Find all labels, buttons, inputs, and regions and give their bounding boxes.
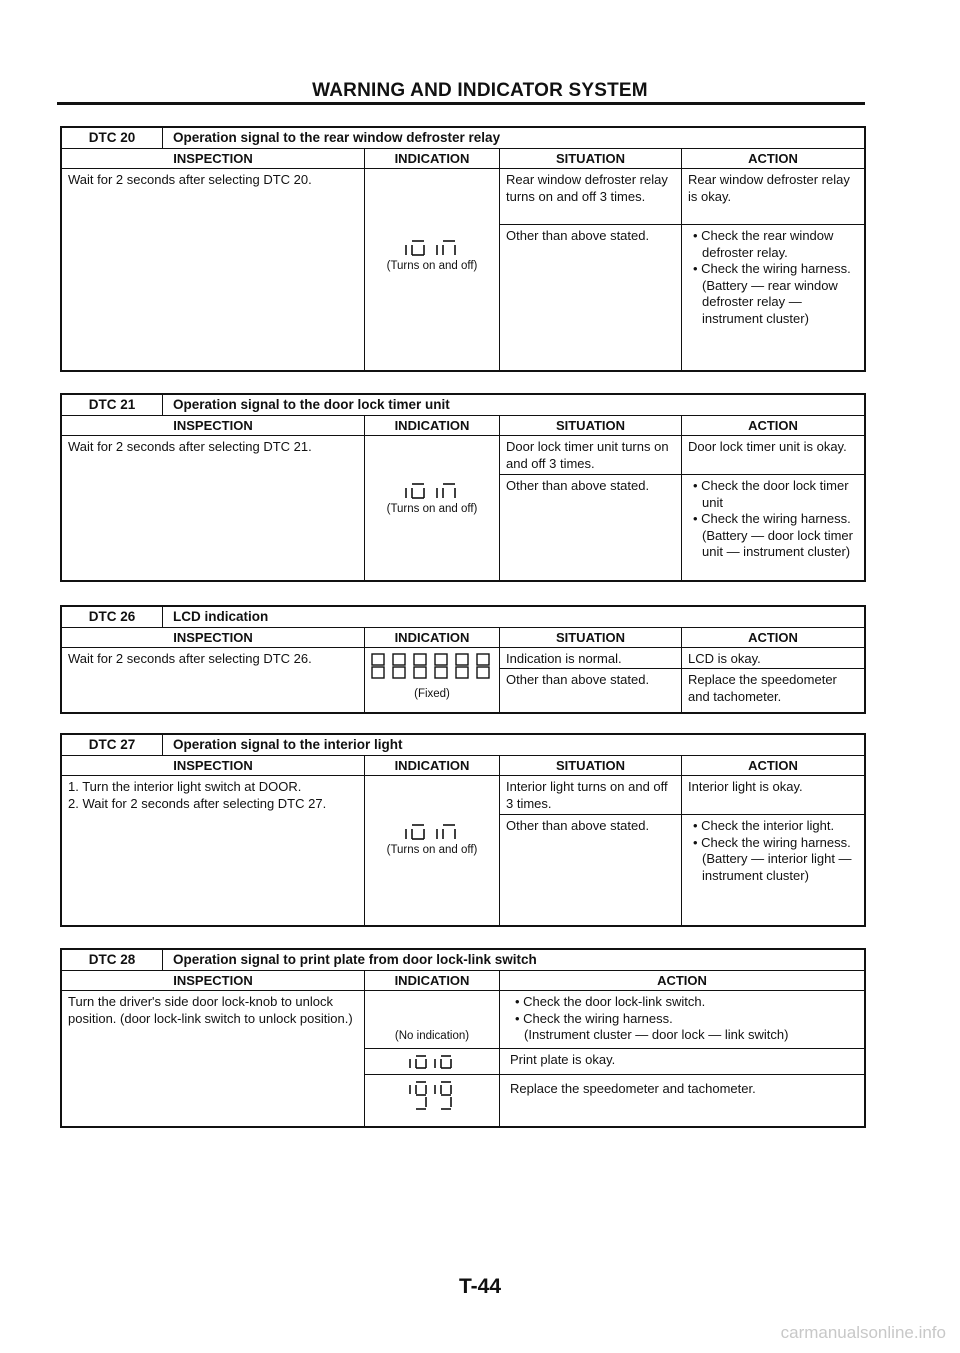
inspection-header: INSPECTION [62,416,365,435]
inspection-header: INSPECTION [62,971,365,990]
dtc26-title: LCD indication [173,609,269,624]
situation-header: SITUATION [500,628,682,647]
indication-header: INDICATION [365,756,500,775]
dtc20-inspection: Wait for 2 seconds after selecting DTC 20. [68,172,312,187]
action-header: ACTION [748,151,798,166]
dtc20-code: DTC 20 [62,128,163,148]
dtc27-indication-note: (Turns on and off) [386,844,478,856]
dtc21-title: Operation signal to the door lock timer unit [173,397,450,412]
dtc26-row2-situation: Other than above stated. [506,672,650,687]
dtc28-row1-indication: (No indication) [365,991,499,1049]
dtc27-row2-action-1: • Check the interior light. [693,818,835,833]
dtc27-inspection-1: 1. Turn the interior light switch at DOOR. [68,779,302,794]
lcd-print-plate-icon [407,1054,457,1070]
dtc27-block [60,733,866,927]
dtc26-row1-action: LCD is okay. [682,648,864,669]
inspection-header: INSPECTION [62,628,365,647]
dtc21-row2-action-1: • Check the door lock timer unit [693,478,849,510]
situation-header: SITUATION [500,756,682,775]
lcd-on-off-icon [402,239,462,257]
dtc21-row1-situation: Door lock timer unit turns on and off 3 times. [500,436,681,475]
dtc26-row2-action: Replace the speedometer and tachometer. [688,672,837,704]
lcd-on-off-icon [402,823,462,841]
dtc20-row2-action-2: • Check the wiring harness. (Battery — rear window defroster relay — instrument cluster) [693,261,851,326]
dtc27-code: DTC 27 [62,735,163,755]
lcd-on-off-icon [402,482,462,500]
dtc28-row1-action-2: • Check the wiring harness. [515,1010,673,1026]
lcd-error-icon [407,1080,457,1112]
dtc28-title: Operation signal to print plate from door lock-link switch [173,952,537,967]
lcd-all-segments-icon [369,651,495,681]
inspection-header: INSPECTION [62,756,365,775]
action-header: ACTION [748,630,798,645]
situation-header: SITUATION [500,149,682,168]
indication-header: INDICATION [365,628,500,647]
action-header: ACTION [748,418,798,433]
dtc20-row1-action: Rear window defroster relay is okay. [682,169,864,225]
action-header: ACTION [657,973,707,988]
dtc27-row1-action: Interior light is okay. [682,776,864,815]
dtc26-code: DTC 26 [62,607,163,627]
dtc27-title: Operation signal to the interior light [173,737,403,752]
dtc21-indication-note: (Turns on and off) [386,503,478,515]
dtc28-row2-action: Print plate is okay. [500,1049,864,1075]
dtc20-row2-action-1: • Check the rear window defroster relay. [693,228,834,260]
dtc27-inspection-2: 2. Wait for 2 seconds after selecting DTC 27. [68,795,327,811]
indication-header: INDICATION [365,971,500,990]
dtc20-title: Operation signal to the rear window defroster relay [173,130,501,145]
page-number: T-44 [458,1275,502,1298]
dtc21-code: DTC 21 [62,395,163,415]
dtc27-row1-situation: Interior light turns on and off 3 times. [500,776,681,815]
dtc28-row1-action-3: (Instrument cluster — door lock — link switch) [524,1027,789,1042]
indication-header: INDICATION [365,149,500,168]
title-rule [57,102,865,105]
dtc28-row3-action: Replace the speedometer and tachometer. [510,1081,756,1096]
dtc27-row2-action-2: • Check the wiring harness. (Battery — interior light — instrument cluster) [693,834,852,883]
dtc21-block [60,393,866,582]
dtc21-row2-action-2: • Check the wiring harness. (Battery — door lock timer unit — instrument cluster) [693,511,853,559]
dtc20-row2-situation: Other than above stated. [506,228,650,243]
dtc21-row2-situation: Other than above stated. [506,478,650,493]
dtc21-inspection: Wait for 2 seconds after selecting DTC 21. [68,439,312,454]
dtc28-block [60,948,866,1128]
indication-header: INDICATION [365,416,500,435]
dtc21-row1-action: Door lock timer unit is okay. [682,436,864,475]
dtc28-code: DTC 28 [62,950,163,970]
dtc26-block [60,605,866,714]
dtc27-row2-situation: Other than above stated. [506,818,650,833]
dtc26-inspection: Wait for 2 seconds after selecting DTC 26. [68,651,312,666]
dtc28-inspection: Turn the driver's side door lock-knob to unlock position. (door lock-link switch to unlock position.) [68,994,353,1026]
dtc20-indication-note: (Turns on and off) [386,260,478,272]
dtc20-block [60,126,866,372]
dtc26-row1-situation: Indication is normal. [500,648,681,669]
page-title: WARNING AND INDICATOR SYSTEM [312,80,648,101]
action-header: ACTION [748,758,798,773]
situation-header: SITUATION [500,416,682,435]
watermark: carmanualsonline.info [780,1323,946,1342]
dtc28-row1-action-1: • Check the door lock-link switch. [515,994,706,1009]
dtc20-row1-situation: Rear window defroster relay turns on and off 3 times. [500,169,681,225]
dtc26-indication-note: (Fixed) [414,688,450,700]
inspection-header: INSPECTION [62,149,365,168]
